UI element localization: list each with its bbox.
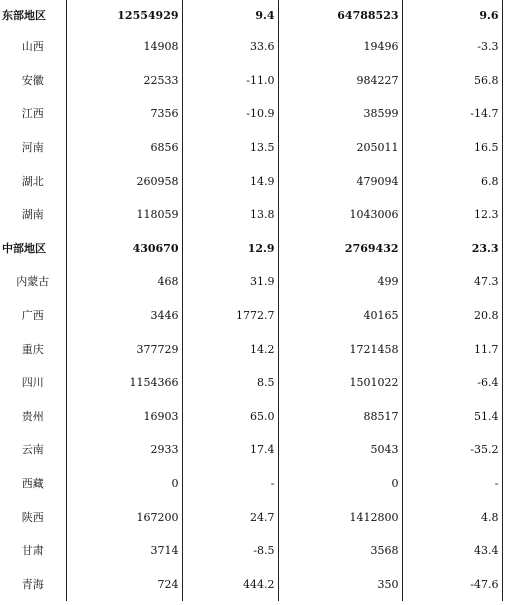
- growth-rate-cell-1: 8.5: [182, 366, 278, 400]
- value-cell-2: 40165: [278, 299, 402, 333]
- value-cell-2: 1043006: [278, 198, 402, 232]
- value-cell-1: 260958: [66, 164, 182, 198]
- value-cell-2: 205011: [278, 131, 402, 165]
- growth-rate-cell-1: -8.5: [182, 534, 278, 568]
- growth-rate-cell-1: 13.5: [182, 131, 278, 165]
- growth-rate-cell-1: -: [182, 467, 278, 501]
- growth-rate-cell-2: -3.3: [402, 30, 502, 64]
- value-cell-1: 22533: [66, 64, 182, 98]
- table-row: [0, 332, 502, 366]
- region-name-cell: 内蒙古: [16, 275, 50, 289]
- region-name-cell: 云南: [21, 443, 44, 457]
- region-name-cell: 重庆: [21, 342, 44, 356]
- table-row: [0, 97, 502, 131]
- growth-rate-cell-2: -: [402, 467, 502, 501]
- region-name-cell: 河南: [21, 141, 44, 155]
- value-cell-2: 64788523: [278, 0, 402, 30]
- growth-rate-cell-2: 23.3: [402, 232, 502, 266]
- value-cell-1: 12554929: [66, 0, 182, 30]
- value-cell-1: 7356: [66, 97, 182, 131]
- table-row-summary: [0, 232, 502, 266]
- growth-rate-cell-1: 65.0: [182, 400, 278, 434]
- value-cell-1: 118059: [66, 198, 182, 232]
- table-row: [0, 198, 502, 232]
- region-name-cell: 山西: [21, 40, 44, 54]
- value-cell-2: 479094: [278, 164, 402, 198]
- value-cell-2: 350: [278, 568, 402, 602]
- table-row: [0, 500, 502, 534]
- value-cell-1: 14908: [66, 30, 182, 64]
- region-name-cell: 中部地区: [2, 241, 46, 255]
- growth-rate-cell-2: 9.6: [402, 0, 502, 30]
- table-row: [0, 131, 502, 165]
- growth-rate-cell-1: -11.0: [182, 64, 278, 98]
- table-row: [0, 64, 502, 98]
- region-name-cell: 西藏: [21, 477, 44, 491]
- value-cell-2: 88517: [278, 400, 402, 434]
- table-row: [0, 400, 502, 434]
- value-cell-2: 1501022: [278, 366, 402, 400]
- growth-rate-cell-2: 11.7: [402, 332, 502, 366]
- growth-rate-cell-1: 13.8: [182, 198, 278, 232]
- value-cell-1: 430670: [66, 232, 182, 266]
- region-name-cell: 四川: [21, 376, 44, 390]
- growth-rate-cell-2: -14.7: [402, 97, 502, 131]
- growth-rate-cell-1: 1772.7: [182, 299, 278, 333]
- region-name-cell: 青海: [21, 577, 44, 591]
- growth-rate-cell-2: 6.8: [402, 164, 502, 198]
- growth-rate-cell-2: -6.4: [402, 366, 502, 400]
- growth-rate-cell-2: 12.3: [402, 198, 502, 232]
- growth-rate-cell-1: 9.4: [182, 0, 278, 30]
- value-cell-1: 377729: [66, 332, 182, 366]
- growth-rate-cell-1: 12.9: [182, 232, 278, 266]
- value-cell-1: 3714: [66, 534, 182, 568]
- region-name-cell: 陕西: [21, 510, 44, 524]
- value-cell-2: 1721458: [278, 332, 402, 366]
- value-cell-1: 724: [66, 568, 182, 602]
- growth-rate-cell-1: 14.9: [182, 164, 278, 198]
- growth-rate-cell-2: 4.8: [402, 500, 502, 534]
- value-cell-2: 0: [278, 467, 402, 501]
- growth-rate-cell-2: 56.8: [402, 64, 502, 98]
- growth-rate-cell-2: 47.3: [402, 265, 502, 299]
- growth-rate-cell-1: 31.9: [182, 265, 278, 299]
- region-name-cell: 湖北: [21, 174, 44, 188]
- region-name-cell: 江西: [21, 107, 44, 121]
- value-cell-1: 2933: [66, 433, 182, 467]
- region-name-cell: 甘肃: [21, 544, 44, 558]
- growth-rate-cell-1: 24.7: [182, 500, 278, 534]
- region-name-cell: 东部地区: [2, 8, 46, 22]
- table-row: [0, 30, 502, 64]
- region-name-cell: 广西: [21, 309, 44, 323]
- value-cell-2: 38599: [278, 97, 402, 131]
- growth-rate-cell-1: 14.2: [182, 332, 278, 366]
- value-cell-1: 16903: [66, 400, 182, 434]
- table-row: [0, 467, 502, 501]
- table-row: [0, 534, 502, 568]
- table-row: [0, 366, 502, 400]
- growth-rate-cell-2: 43.4: [402, 534, 502, 568]
- table-row-summary: [0, 0, 502, 30]
- growth-rate-cell-2: 51.4: [402, 400, 502, 434]
- value-cell-1: 6856: [66, 131, 182, 165]
- value-cell-2: 3568: [278, 534, 402, 568]
- growth-rate-cell-1: 444.2: [182, 568, 278, 602]
- value-cell-1: 1154366: [66, 366, 182, 400]
- growth-rate-cell-2: -35.2: [402, 433, 502, 467]
- table-row: [0, 265, 502, 299]
- value-cell-2: 19496: [278, 30, 402, 64]
- table-row: [0, 164, 502, 198]
- growth-rate-cell-2: 20.8: [402, 299, 502, 333]
- region-name-cell: 贵州: [21, 409, 44, 423]
- growth-rate-cell-2: 16.5: [402, 131, 502, 165]
- growth-rate-cell-2: -47.6: [402, 568, 502, 602]
- region-name-cell: 安徽: [21, 73, 44, 87]
- value-cell-1: 3446: [66, 299, 182, 333]
- value-cell-1: 0: [66, 467, 182, 501]
- table-row: [0, 299, 502, 333]
- value-cell-2: 1412800: [278, 500, 402, 534]
- value-cell-2: 5043: [278, 433, 402, 467]
- region-name-cell: 湖南: [21, 208, 44, 222]
- table-row: [0, 433, 502, 467]
- value-cell-1: 468: [66, 265, 182, 299]
- growth-rate-cell-1: -10.9: [182, 97, 278, 131]
- growth-rate-cell-1: 17.4: [182, 433, 278, 467]
- growth-rate-cell-1: 33.6: [182, 30, 278, 64]
- table-row: [0, 568, 502, 602]
- value-cell-2: 2769432: [278, 232, 402, 266]
- value-cell-2: 984227: [278, 64, 402, 98]
- value-cell-1: 167200: [66, 500, 182, 534]
- value-cell-2: 499: [278, 265, 402, 299]
